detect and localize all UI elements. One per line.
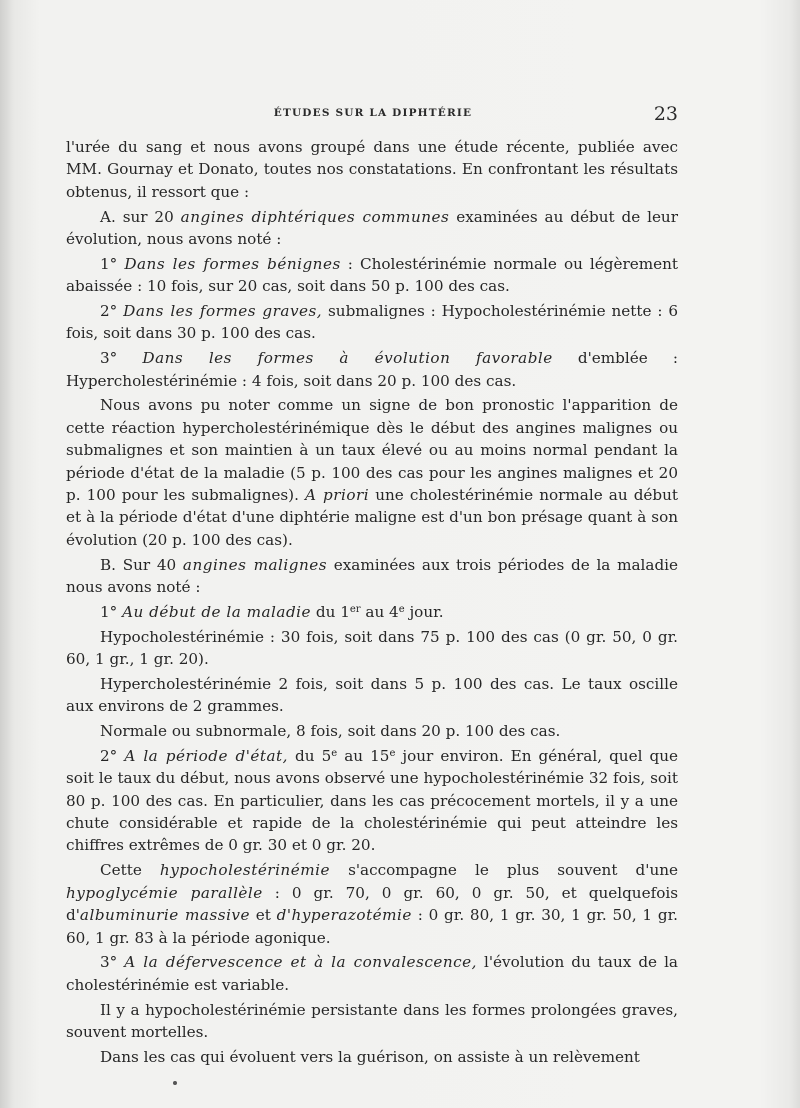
paragraph-text: : Cholestérinémie normale ou légèrement abaissée : 10 fois, sur 20 cas, soit dans 50 p. 100 des cas. xyxy=(66,254,678,296)
paragraph-text: 1° xyxy=(100,254,125,273)
italic-phrase: Dans les formes graves, xyxy=(123,302,323,321)
paragraph-section-a xyxy=(66,206,678,251)
paragraph-text: Dans les cas qui évoluent vers la guérison, on assiste à un relèvement xyxy=(100,1047,640,1066)
paragraph-hypercholesterinemia xyxy=(66,673,678,718)
page-header xyxy=(68,103,678,125)
paragraph-text: examinées aux trois périodes de la maladie nous avons noté : xyxy=(66,555,679,597)
paragraph-recovery xyxy=(66,1046,678,1068)
paragraph-a-item-2 xyxy=(66,300,678,345)
paragraph-text: Hypocholestérinémie : 30 fois, soit dans 75 p. 100 des cas (0 gr. 50, 0 gr. 60, 1 gr., 1 gr. 20). xyxy=(66,627,678,669)
paragraph-text: A. sur 20 xyxy=(100,207,181,226)
superscript: e xyxy=(398,603,405,615)
paragraph-text: du 1 xyxy=(311,602,350,621)
paragraph-a-item-3 xyxy=(66,347,678,392)
paragraph-prognosis xyxy=(66,394,678,551)
superscript: e xyxy=(389,747,396,759)
paragraph-text: : 0 gr. 80, 1 gr. 30, 1 gr. 50, 1 gr. 60, 1 gr. 83 à la période agonique. xyxy=(66,906,678,947)
paragraph-text: 3° xyxy=(100,349,143,368)
paragraph-text: Normale ou subnormale, 8 fois, soit dans 20 p. 100 des cas. xyxy=(100,722,561,741)
paragraph-text: examinées au début de leur évolution, nous avons noté : xyxy=(66,207,678,249)
paragraph-text: du 5 xyxy=(288,746,332,765)
paragraph-text: submalignes : Hypocholestérinémie nette : 6 fois, soit dans 30 p. 100 des cas. xyxy=(66,302,678,343)
italic-phrase: Dans les formes à évolution favorable xyxy=(142,349,553,368)
italic-phrase: Au début de la maladie xyxy=(122,602,312,621)
paragraph-text: d'emblée : Hypercholestérinémie : 4 fois, soit dans 20 p. 100 des cas. xyxy=(66,349,678,390)
paragraph-section-b xyxy=(66,554,678,599)
paragraph-text: une cholestérinémie normale au début et à la période d'état d'une diphtérie maligne est d'un bon présage quant à son évolution (20 p. 100 des cas). xyxy=(66,486,679,549)
paragraph-text: 3° xyxy=(100,953,125,972)
italic-phrase: A la défervescence et à la convalescence, xyxy=(124,953,477,972)
ink-speck xyxy=(173,1081,177,1085)
paragraph-text: l'évolution du taux de la cholestérinémie est variable. xyxy=(66,953,678,994)
paragraph-text: B. Sur 40 xyxy=(100,555,183,574)
paragraph-text: au 15 xyxy=(337,746,390,765)
paragraph-text: Nous avons pu noter comme un signe de bon pronostic l'apparition de cette réaction hypercholestérinémique dès le début des angines malignes ou submalignes et son maintien à un taux élevé ou au moins normal pendant la période d'état de la maladie (5 p. 100 des cas pour les angines malignes et 20 p. 100 pour les submalignes). xyxy=(66,396,678,505)
italic-phrase: hypocholestérinémie xyxy=(159,861,330,880)
paragraph-text: l'urée du sang et nous avons groupé dans une étude récente, publiée avec MM. Gournay et Donato, toutes nos constatations. En confrontant les résultats obtenus, il ressort que : xyxy=(66,138,678,201)
paragraph-text: Il y a hypocholestérinémie persistante dans les formes prolongées graves, souvent mortelles. xyxy=(66,1000,678,1041)
italic-phrase: A la période d'état, xyxy=(124,746,288,765)
paragraph-b-item-3 xyxy=(66,951,678,996)
italic-phrase: hypoglycémie parallèle xyxy=(66,883,263,902)
body-text xyxy=(66,136,678,1071)
paragraph-hypocholesterinemia xyxy=(66,626,678,671)
paragraph-text: au 4 xyxy=(360,602,399,621)
paragraph-text: Cette xyxy=(100,861,160,880)
paragraph-text: jour environ. En général, quel que soit le taux du début, nous avons observé une hypocholestérinémie 32 fois, soit 80 p. 100 des cas. En particulier, dans les cas précocement mortels, il y a une chute considérable et rapide de la cholestérinémie qui peut atteindre les chiffres extrêmes de 0 gr. 30 et 0 gr. 20. xyxy=(66,746,678,855)
italic-phrase: albuminurie massive xyxy=(79,906,250,925)
paragraph-a-item-1 xyxy=(66,253,678,298)
paragraph-text: jour. xyxy=(404,602,444,621)
italic-phrase: A priori xyxy=(304,486,370,505)
paragraph-text: et xyxy=(250,906,277,925)
paragraph-text: 2° xyxy=(100,302,124,321)
italic-phrase: Dans les formes bénignes xyxy=(124,254,341,273)
paragraph-intro xyxy=(66,136,678,203)
superscript: e xyxy=(331,747,338,759)
paragraph-normal xyxy=(66,720,678,742)
paragraph-text: 2° xyxy=(100,746,125,765)
paragraph-persistent xyxy=(66,999,678,1044)
paragraph-hypoglycemia xyxy=(66,859,678,949)
running-head: ÉTUDES SUR LA DIPHTÉRIE xyxy=(273,107,473,119)
page-number: 23 xyxy=(653,103,678,125)
paragraph-b-item-2 xyxy=(66,745,678,857)
paragraph-text: s'accompagne le plus souvent d'une xyxy=(329,861,678,880)
italic-phrase: d'hyperazotémie xyxy=(276,906,412,925)
paragraph-text: : 0 gr. 70, 0 gr. 60, 0 gr. 50, et quelquefois d' xyxy=(66,883,678,925)
superscript: er xyxy=(349,603,361,615)
paragraph-text: 1° xyxy=(100,602,123,621)
paragraph-b-item-1 xyxy=(66,601,678,623)
paragraph-text: Hypercholestérinémie 2 fois, soit dans 5 p. 100 des cas. Le taux oscille aux environs de 2 grammes. xyxy=(66,674,678,716)
italic-phrase: angines diphtériques communes xyxy=(180,207,450,226)
italic-phrase: angines malignes xyxy=(182,555,328,574)
